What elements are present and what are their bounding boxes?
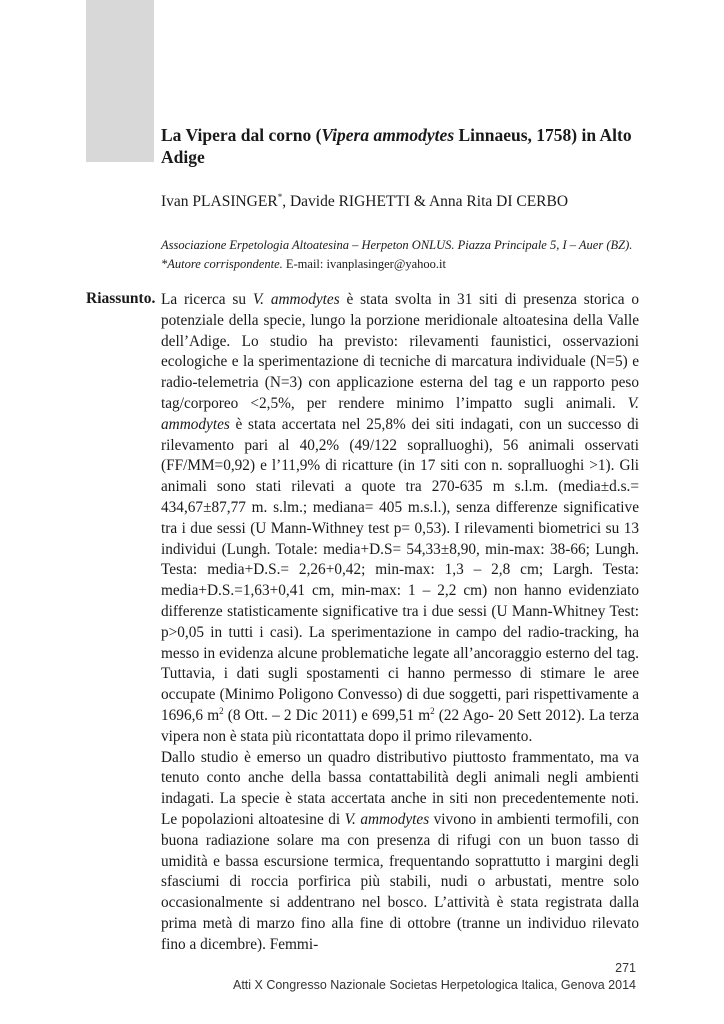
abstract-paragraph-1: La ricerca su V. ammodytes è stata svolta in 31 siti di presenza storica o potenziale della specie, lungo la porzione meridionale altoatesina della Valle dell’Adige. Lo studio ha previsto: rilevamenti faunistici, osservazioni ecologiche e la sperimentazione di tecniche di marcatura individuale (N=5) e radio-telemetria (N=3) con applicazione esterna del tag e un rapporto peso tag/corporeo <2,5%, per rendere minimo l’impatto sugli animali. V. ammodytes è stata accertata nel 25,8% dei siti indagati, con un successo di rilevamento pari al 40,2% (49/122 sopralluoghi), 56 animali osservati (FF/MM=0,92) e l’11,9% di ricatture (in 17 siti con n. sopralluoghi >1). Gli animali sono stati rilevati a quote tra 270-635 m s.l.m. (media±d.s.= 434,67±87,77 m. s.lm.; mediana= 405 m.s.l.), senza differenze significative tra i due sessi (U Mann-Withney test p= 0,53). I rilevamenti biometrici su 13 individui (Lungh. Totale: media+D.S= 54,33±8,90, min-max: 38-66; Lungh. Testa: media+D.S.= 2,26+0,42; min-max: 1,3 – 2,8 cm; Largh. Testa: media+D.S.=1,63+0,41 cm, min-max: 1 – 2,2 cm) non hanno evidenziato differenze statisticamente significative tra i due sessi (U Mann-Whitney Test: p>0,05 in tutti i casi). La sperimentazione in campo del radio-tracking, ha messo in evidenza alcune problematiche legate all’ancoraggio esterno del tag. Tuttavia, i dati sugli spostamenti ci hanno permesso di stimare le aree occupate (Minimo Poligono Convesso) di due soggetti, pari rispettivamente a 1696,6 $m^2$ (8 Ott. – 2 Dic 2011) e 699,51 $m^2$ (22 Ago- 20 Sett 2012). La terza vipera non è stata più ricontattata dopo il primo rilevamento. [161, 291, 639, 745]
abstract-body [161, 290, 639, 956]
affiliation-line: Associazione Erpetologia Altoatesina – Herpeton ONLUS. Piazza Principale 5, I – Auer (BZ). [161, 238, 633, 252]
journal-footer: Atti X Congresso Nazionale Societas Herpetologica Italica, Genova 2014 [232, 978, 636, 992]
paper-title: La Vipera dal corno (Vipera ammodytes Linnaeus, 1758) in Alto Adige [161, 125, 632, 167]
abstract-label: Riassunto. [86, 290, 156, 307]
author-list: Ivan PLASINGER*, Davide RIGHETTI & Anna Rita DI CERBO [161, 192, 569, 211]
header-tab [86, 0, 154, 162]
abstract-paragraph-2: Dallo studio è emerso un quadro distributivo piuttosto frammentato, ma va tenuto conto anche della bassa contattabilità degli animali negli ambienti indagati. La specie è stata accertata anche in siti non precedentemente noti. Le popolazioni altoatesine di V. ammodytes vivono in ambienti termofili, con buona radiazione solare ma con presenza di rifugi con un buon tasso di umidità e bassa escursione termica, frequentando soprattutto i margini degli sfasciumi di roccia porfirica più stabili, nudi o arbustati, mentre solo occasionalmente si addentrano nel bosco. L’attività è stata registrata dalla prima metà di marzo fino alla fine di ottobre (tranne un individuo rilevato fino a dicembre). Femmi- [161, 748, 639, 953]
page-number: 271 [615, 961, 636, 975]
affiliation-block [161, 236, 661, 274]
corresponding-author: *Autore corrispondente. E-mail: ivanplasinger@yahoo.it [161, 257, 446, 271]
